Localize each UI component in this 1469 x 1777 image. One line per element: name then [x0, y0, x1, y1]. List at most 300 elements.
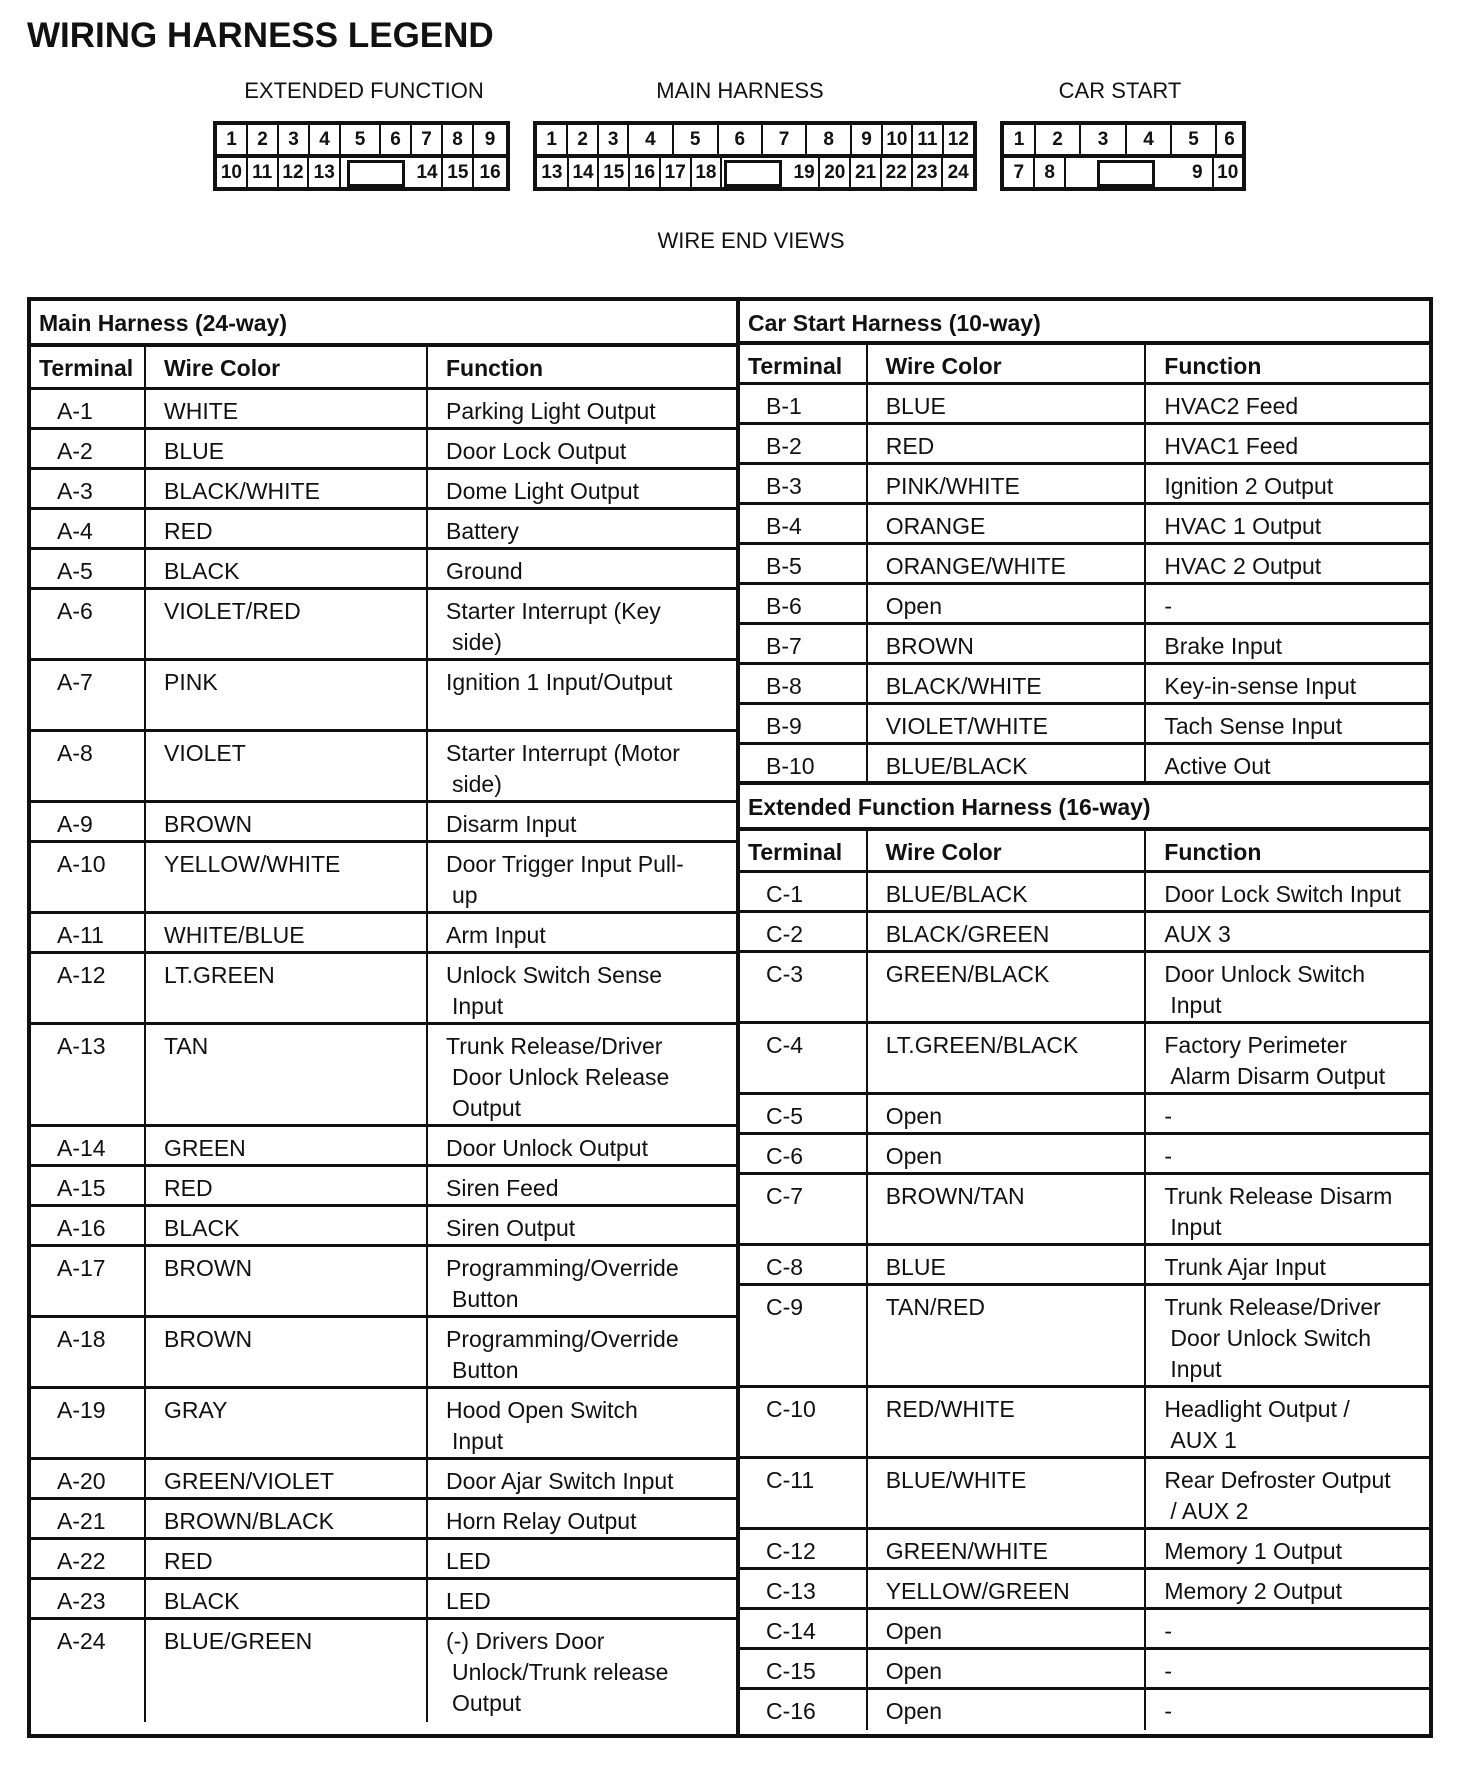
terminal-cell: C-11: [740, 1459, 868, 1527]
connector-pin: 2: [1036, 125, 1081, 154]
wire-color-cell: GREEN/WHITE: [868, 1530, 1147, 1567]
function-text-line: -: [1164, 1103, 1173, 1129]
wire-color-cell: BLACK: [146, 1207, 428, 1244]
connector-pin: 14: [413, 158, 444, 187]
connector-pin: 2: [248, 125, 279, 154]
table-row: [740, 913, 1429, 953]
table-header-row: [740, 345, 1429, 385]
function-cell: [1146, 913, 1429, 950]
function-text-line: -: [1164, 1658, 1173, 1684]
table-row: [740, 425, 1429, 465]
terminal-cell: A-15: [31, 1167, 146, 1204]
wire-end-views-caption: WIRE END VIEWS: [657, 228, 845, 253]
wire-color-cell: VIOLET/WHITE: [868, 705, 1147, 742]
wire-color-cell: GRAY: [146, 1389, 428, 1457]
function-cell: [428, 661, 732, 729]
table-row: [31, 914, 736, 954]
extended-function-connector: [213, 121, 510, 191]
wire-color-cell: BLUE: [868, 1246, 1147, 1283]
function-text-line: LED: [446, 1588, 491, 1614]
connector-pin: 20: [820, 158, 851, 187]
function-text-line: Starter Interrupt (Motor: [446, 740, 680, 766]
function-text-line: Tach Sense Input: [1164, 713, 1343, 739]
car-start-and-extended-section: [740, 301, 1429, 1734]
main-connector-label: MAIN HARNESS: [656, 78, 824, 103]
function-text-line: Input: [1170, 1214, 1222, 1240]
function-text-line: Unlock/Trunk release: [452, 1659, 669, 1685]
table-row: [31, 732, 736, 803]
terminal-cell: A-8: [31, 732, 146, 800]
wire-color-cell: Open: [868, 585, 1147, 622]
terminal-cell: A-6: [31, 590, 146, 658]
car-start-connector: [1000, 121, 1246, 191]
table-row: [31, 1540, 736, 1580]
function-cell: [1146, 1530, 1429, 1567]
function-cell: [428, 470, 732, 507]
wire-color-cell: WHITE: [146, 390, 428, 427]
function-text-line: LED: [446, 1548, 491, 1574]
table-row: [31, 510, 736, 550]
connector-pin: 9: [1183, 158, 1213, 187]
terminal-cell: B-5: [740, 545, 868, 582]
connector-pin: 7: [412, 125, 443, 154]
connector-bottom-row: [1004, 158, 1242, 187]
table-row: [31, 661, 736, 732]
function-text-line: HVAC 1 Output: [1164, 513, 1322, 539]
table-row: [740, 1650, 1429, 1690]
page-title: WIRING HARNESS LEGEND: [27, 16, 494, 55]
function-cell: [1146, 1388, 1429, 1456]
wire-color-cell: BLACK/WHITE: [146, 470, 428, 507]
function-text-line: Ground: [446, 558, 523, 584]
terminal-cell: C-8: [740, 1246, 868, 1283]
terminal-cell: C-4: [740, 1024, 868, 1092]
table-row: [740, 585, 1429, 625]
connector-pin: 18: [692, 158, 723, 187]
terminal-cell: B-8: [740, 665, 868, 702]
function-text-line: Dome Light Output: [446, 478, 640, 504]
connector-pin: 10: [217, 158, 248, 187]
table-row: [31, 390, 736, 430]
function-text-line: Input: [452, 1428, 504, 1454]
function-cell: [1146, 585, 1429, 622]
table-row: [740, 1135, 1429, 1175]
table-row: [31, 1389, 736, 1460]
function-cell: [428, 590, 732, 658]
function-text-line: AUX 1: [1170, 1427, 1237, 1453]
function-text-line: HVAC1 Feed: [1164, 433, 1299, 459]
table-row: [31, 1620, 736, 1722]
connector-pin: 6: [719, 125, 763, 154]
connector-pin: 15: [599, 158, 630, 187]
terminal-cell: C-12: [740, 1530, 868, 1567]
function-text-line: Brake Input: [1164, 633, 1283, 659]
terminal-cell: A-4: [31, 510, 146, 547]
wire-color-cell: BROWN/BLACK: [146, 1500, 428, 1537]
terminal-cell: A-10: [31, 843, 146, 911]
terminal-cell: C-16: [740, 1690, 868, 1730]
wire-color-cell: BROWN: [146, 1247, 428, 1315]
connector-pin: 7: [1004, 158, 1035, 187]
terminal-cell: A-11: [31, 914, 146, 951]
terminal-cell: A-16: [31, 1207, 146, 1244]
function-text-line: Door Unlock Release: [452, 1064, 670, 1090]
function-text-line: [446, 698, 728, 729]
table-row: [740, 385, 1429, 425]
function-cell: [1146, 745, 1429, 781]
section-title: Car Start Harness (10-way): [740, 301, 1429, 345]
column-header-terminal: Terminal: [740, 345, 868, 382]
function-cell: [428, 1580, 732, 1617]
terminal-cell: C-13: [740, 1570, 868, 1607]
connector-pin: 1: [537, 125, 568, 154]
function-text-line: side): [452, 771, 502, 797]
function-text-line: -: [1164, 593, 1173, 619]
connector-pin: 10: [883, 125, 913, 154]
function-text-line: Arm Input: [446, 922, 546, 948]
terminal-cell: C-5: [740, 1095, 868, 1132]
function-text-line: Factory Perimeter: [1164, 1032, 1348, 1058]
connector-pin: 1: [217, 125, 248, 154]
terminal-cell: A-23: [31, 1580, 146, 1617]
function-cell: [1146, 953, 1429, 1021]
column-header-function: Function: [1164, 353, 1262, 379]
column-header-wire-color: Wire Color: [146, 347, 428, 387]
function-text-line: Door Lock Output: [446, 438, 627, 464]
function-cell: [428, 1247, 732, 1315]
function-text-line: Battery: [446, 518, 519, 544]
main-harness-section: [31, 301, 740, 1734]
terminal-cell: C-14: [740, 1610, 868, 1647]
table-row: [740, 873, 1429, 913]
function-cell: [1146, 1024, 1429, 1092]
function-text-line: Door Unlock Switch: [1164, 961, 1366, 987]
table-row: [740, 1175, 1429, 1246]
wire-color-cell: BROWN: [868, 625, 1147, 662]
function-cell: [1146, 1650, 1429, 1687]
connector-pin: 6: [1224, 128, 1235, 150]
table-row: [31, 1580, 736, 1620]
connector-pin: 15: [443, 158, 474, 187]
terminal-cell: A-24: [31, 1620, 146, 1722]
function-cell: [1146, 1135, 1429, 1172]
table-header-row: [740, 831, 1429, 873]
terminal-cell: B-6: [740, 585, 868, 622]
wire-color-cell: Open: [868, 1095, 1147, 1132]
table-row: [740, 1459, 1429, 1530]
table-row: [31, 430, 736, 470]
terminal-cell: B-7: [740, 625, 868, 662]
wire-color-cell: Open: [868, 1610, 1147, 1647]
wire-color-cell: RED: [146, 1540, 428, 1577]
terminal-cell: C-9: [740, 1286, 868, 1385]
terminal-cell: B-9: [740, 705, 868, 742]
table-row: [31, 1207, 736, 1247]
connector-pin: 12: [279, 158, 310, 187]
function-text-line: Button: [452, 1357, 519, 1383]
function-text-line: Door Ajar Switch Input: [446, 1468, 674, 1494]
table-row: [740, 1570, 1429, 1610]
table-row: [740, 745, 1429, 785]
function-text-line: / AUX 2: [1170, 1498, 1249, 1524]
wire-color-cell: LT.GREEN: [146, 954, 428, 1022]
terminal-cell: B-3: [740, 465, 868, 502]
function-cell: [1146, 1246, 1429, 1283]
table-row: [740, 505, 1429, 545]
connector-pin: 8: [1035, 158, 1065, 187]
function-cell: [428, 510, 732, 547]
function-cell: [428, 550, 732, 587]
connector-key-slot: [1097, 160, 1154, 187]
terminal-cell: A-21: [31, 1500, 146, 1537]
connector-pin: 3: [1081, 125, 1127, 154]
wire-color-cell: VIOLET/RED: [146, 590, 428, 658]
terminal-cell: A-7: [31, 661, 146, 729]
connector-pin: 8: [443, 125, 474, 154]
function-cell: [428, 1318, 732, 1386]
terminal-cell: B-1: [740, 385, 868, 422]
function-text-line: Siren Feed: [446, 1175, 559, 1201]
function-text-line: Memory 1 Output: [1164, 1538, 1343, 1564]
function-text-line: -: [1164, 1618, 1173, 1644]
function-cell: [1146, 705, 1429, 742]
function-text-line: Ignition 2 Output: [1164, 473, 1334, 499]
function-text-line: Parking Light Output: [446, 398, 656, 424]
function-cell: [428, 732, 732, 800]
table-row: [740, 1095, 1429, 1135]
column-header-terminal: Terminal: [31, 347, 146, 387]
connector-gap: [1157, 158, 1184, 187]
function-text-line: HVAC 2 Output: [1164, 553, 1322, 579]
function-cell: [1146, 625, 1429, 662]
wire-color-cell: GREEN/VIOLET: [146, 1460, 428, 1497]
terminal-cell: C-2: [740, 913, 868, 950]
wire-color-cell: YELLOW/WHITE: [146, 843, 428, 911]
wire-color-cell: LT.GREEN/BLACK: [868, 1024, 1147, 1092]
wire-color-cell: BLACK/GREEN: [868, 913, 1147, 950]
connector-top-row: [1004, 125, 1242, 158]
function-cell: [1146, 465, 1429, 502]
connector-gap: [1066, 158, 1095, 187]
connector-pin: 22: [882, 158, 913, 187]
function-cell: [428, 390, 732, 427]
connector-pin: 24: [947, 161, 969, 183]
wire-color-cell: Open: [868, 1690, 1147, 1730]
connector-pin: 14: [569, 158, 600, 187]
wire-color-cell: BLACK: [146, 550, 428, 587]
function-text-line: up: [452, 882, 478, 908]
terminal-cell: C-10: [740, 1388, 868, 1456]
function-cell: [1146, 505, 1429, 542]
terminal-cell: A-1: [31, 390, 146, 427]
function-cell: [1146, 1690, 1429, 1730]
connector-pin: 9: [852, 125, 882, 154]
function-text-line: (-) Drivers Door: [446, 1628, 605, 1654]
terminal-cell: A-17: [31, 1247, 146, 1315]
connector-pin: 5: [1172, 125, 1217, 154]
function-cell: [1146, 425, 1429, 462]
function-text-line: Output: [452, 1095, 522, 1121]
function-text-line: Horn Relay Output: [446, 1508, 637, 1534]
connector-pin: 11: [913, 125, 943, 154]
table-row: [740, 1690, 1429, 1730]
wire-color-cell: RED/WHITE: [868, 1388, 1147, 1456]
table-row: [740, 465, 1429, 505]
wire-color-cell: PINK/WHITE: [868, 465, 1147, 502]
function-text-line: AUX 3: [1164, 921, 1231, 947]
wire-color-cell: BROWN: [146, 1318, 428, 1386]
table-row: [31, 1247, 736, 1318]
wire-color-cell: BROWN: [146, 803, 428, 840]
connector-pin: 16: [479, 161, 501, 183]
function-cell: [1146, 1570, 1429, 1607]
function-cell: [428, 954, 732, 1022]
main-harness-connector: [533, 121, 977, 191]
function-text-line: Input: [1170, 992, 1222, 1018]
table-row: [740, 1286, 1429, 1388]
function-cell: [428, 1167, 732, 1204]
connector-pin: 1: [1004, 125, 1036, 154]
table-row: [31, 590, 736, 661]
connector-bottom-row: [217, 158, 506, 187]
connector-pin: 13: [309, 158, 341, 187]
connector-pin: 4: [310, 125, 341, 154]
wire-color-cell: RED: [868, 425, 1147, 462]
function-cell: [428, 1460, 732, 1497]
wire-color-cell: BLUE/BLACK: [868, 873, 1147, 910]
function-cell: [1146, 1175, 1429, 1243]
table-row: [31, 1167, 736, 1207]
table-header-row: [31, 347, 736, 390]
connector-pin: 10: [1217, 161, 1239, 183]
function-text-line: Trunk Release Disarm: [1164, 1183, 1393, 1209]
section-title: Main Harness (24-way): [31, 301, 736, 347]
terminal-cell: A-19: [31, 1389, 146, 1457]
connector-pin: 12: [947, 128, 969, 150]
function-text-line: Unlock Switch Sense: [446, 962, 663, 988]
connector-pin: 6: [381, 125, 412, 154]
terminal-cell: A-14: [31, 1127, 146, 1164]
table-row: [31, 1500, 736, 1540]
connector-pin: 4: [1127, 125, 1172, 154]
function-text-line: Trunk Release/Driver: [1164, 1294, 1381, 1320]
wire-color-cell: TAN: [146, 1025, 428, 1124]
table-row: [31, 1318, 736, 1389]
function-cell: [428, 1500, 732, 1537]
wire-color-cell: Open: [868, 1650, 1147, 1687]
wire-color-cell: BLUE/WHITE: [868, 1459, 1147, 1527]
connector-pin: 23: [913, 158, 944, 187]
column-header-function: Function: [1164, 839, 1262, 865]
extended-connector-label: EXTENDED FUNCTION: [244, 78, 484, 103]
connector-top-row: [217, 125, 506, 158]
table-row: [740, 1246, 1429, 1286]
wire-color-cell: WHITE/BLUE: [146, 914, 428, 951]
section-title: Extended Function Harness (16-way): [740, 785, 1429, 831]
connector-gap: [341, 158, 345, 187]
function-text-line: Ignition 1 Input/Output: [446, 669, 673, 695]
connector-pin: 5: [341, 125, 381, 154]
function-cell: [428, 1540, 732, 1577]
function-cell: [1146, 1459, 1429, 1527]
wire-color-cell: GREEN: [146, 1127, 428, 1164]
connector-key-slot: [347, 160, 405, 187]
function-text-line: HVAC2 Feed: [1164, 393, 1299, 419]
column-header-terminal: Terminal: [740, 831, 868, 870]
function-text-line: Starter Interrupt (Key: [446, 598, 661, 624]
function-cell: [428, 430, 732, 467]
function-text-line: Button: [452, 1286, 519, 1312]
terminal-cell: A-12: [31, 954, 146, 1022]
function-text-line: Hood Open Switch: [446, 1397, 638, 1423]
function-cell: [428, 1025, 732, 1124]
connector-pin: 4: [629, 125, 673, 154]
terminal-cell: A-20: [31, 1460, 146, 1497]
terminal-cell: C-15: [740, 1650, 868, 1687]
connector-pin: 9: [484, 128, 496, 150]
function-text-line: Input: [452, 993, 504, 1019]
terminal-cell: B-10: [740, 745, 868, 781]
wire-color-cell: BLUE: [868, 385, 1147, 422]
function-text-line: side): [452, 629, 502, 655]
function-text-line: Trunk Ajar Input: [1164, 1254, 1326, 1280]
connector-bottom-row: [537, 158, 973, 187]
connector-pin: 21: [851, 158, 882, 187]
wire-color-cell: RED: [146, 1167, 428, 1204]
terminal-cell: C-1: [740, 873, 868, 910]
function-text-line: Door Unlock Output: [446, 1135, 648, 1161]
connector-pin: 3: [279, 125, 310, 154]
table-row: [740, 625, 1429, 665]
connector-key-slot: [724, 160, 781, 187]
table-row: [740, 1530, 1429, 1570]
function-cell: [1146, 545, 1429, 582]
connector-pin: 8: [807, 125, 852, 154]
terminal-cell: A-9: [31, 803, 146, 840]
function-text-line: Trunk Release/Driver: [446, 1033, 663, 1059]
function-text-line: Rear Defroster Output: [1164, 1467, 1391, 1493]
wire-color-cell: BLUE: [146, 430, 428, 467]
table-row: [31, 550, 736, 590]
function-cell: [1146, 665, 1429, 702]
function-text-line: Door Unlock Switch: [1170, 1325, 1372, 1351]
table-row: [740, 705, 1429, 745]
table-row: [740, 545, 1429, 585]
table-row: [740, 1024, 1429, 1095]
function-text-line: Siren Output: [446, 1215, 576, 1241]
function-cell: [1146, 1095, 1429, 1132]
function-text-line: Memory 2 Output: [1164, 1578, 1343, 1604]
terminal-cell: A-5: [31, 550, 146, 587]
function-cell: [1146, 873, 1429, 910]
function-text-line: Programming/Override: [446, 1255, 679, 1281]
connector-pin: 16: [630, 158, 661, 187]
function-cell: [428, 914, 732, 951]
function-text-line: Disarm Input: [446, 811, 577, 837]
function-cell: [428, 843, 732, 911]
connector-pin: 2: [568, 125, 598, 154]
wire-color-cell: VIOLET: [146, 732, 428, 800]
column-header-wire-color: Wire Color: [868, 345, 1147, 382]
wire-color-cell: BLUE/GREEN: [146, 1620, 428, 1722]
function-text-line: Programming/Override: [446, 1326, 679, 1352]
terminal-cell: B-2: [740, 425, 868, 462]
column-header-wire-color: Wire Color: [868, 831, 1147, 870]
column-header-function: Function: [446, 355, 544, 381]
terminal-cell: B-4: [740, 505, 868, 542]
harness-legend-table: [27, 297, 1433, 1738]
function-text-line: Door Lock Switch Input: [1164, 881, 1401, 907]
